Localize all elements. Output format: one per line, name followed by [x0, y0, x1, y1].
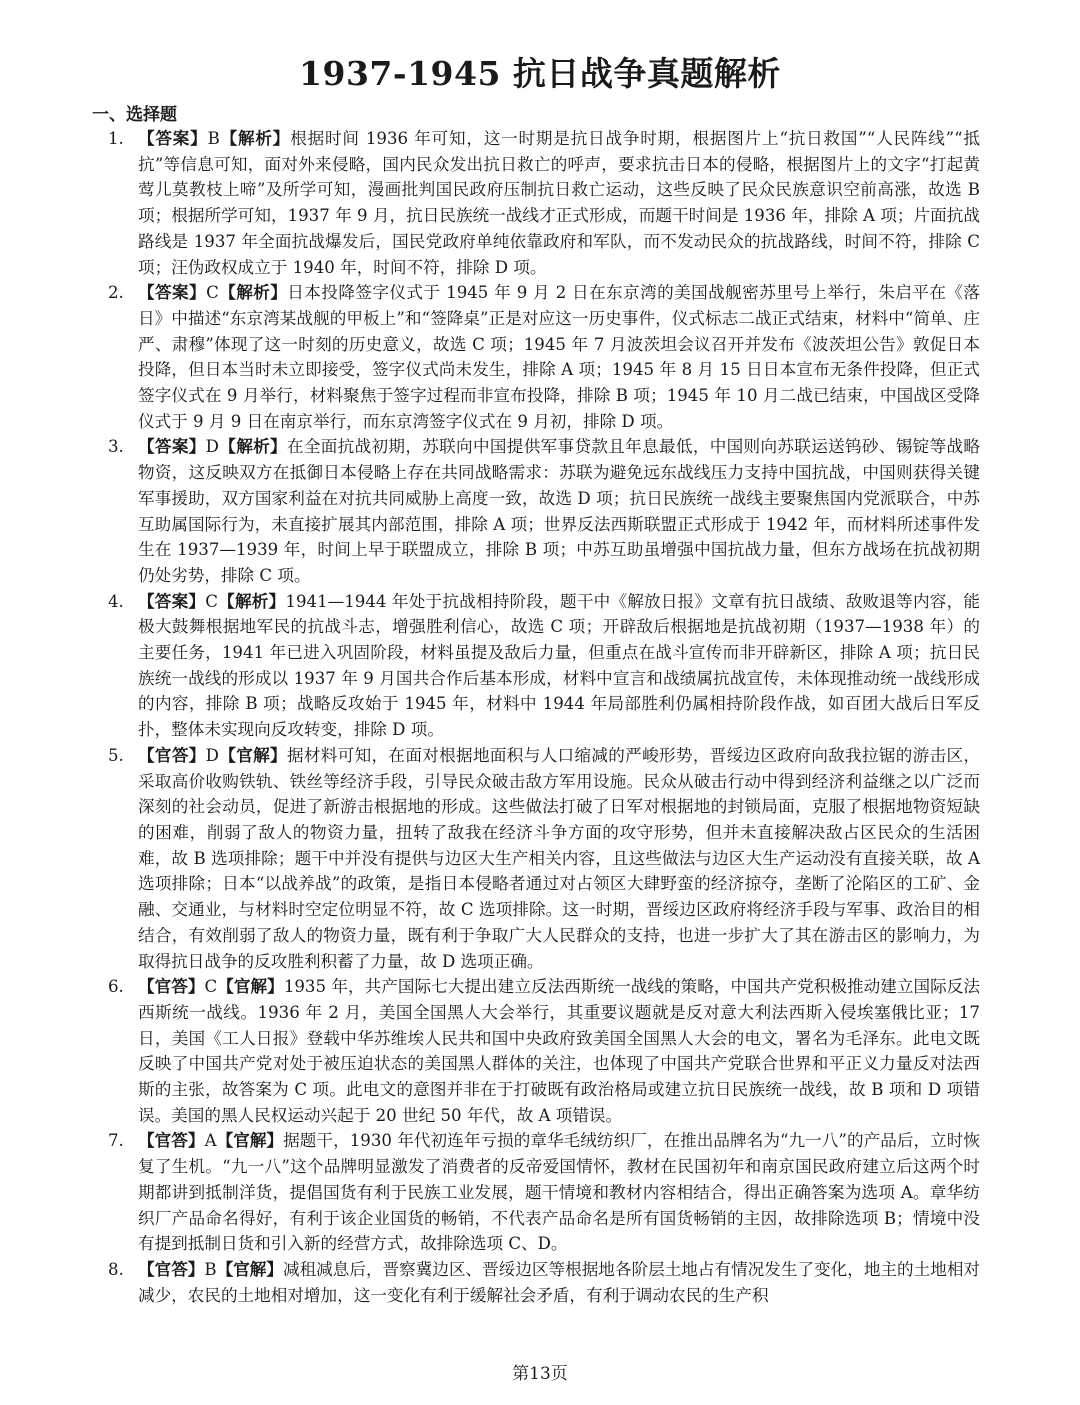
analysis-tag: 【解析】 [217, 590, 286, 611]
question-list [100, 126, 980, 1308]
answer-letter: B [207, 129, 220, 148]
question-item [100, 126, 980, 280]
analysis-tag: 【官解】 [218, 744, 287, 765]
answer-tag: 【官答】 [138, 1130, 205, 1151]
question-item [100, 1128, 980, 1257]
analysis-text: 在全面抗战初期，苏联向中国提供军事贷款且年息最低，中国则向苏联运送钨砂、锡锭等战略物资，这反映双方在抵御日本侵略上存在共同战略需求：苏联为避免远东战线压力支持中国抗战，中国则获得关键军事援助，双方国家利益在对抗共同威胁上高度一致，故选 D 项；抗日民族统一战线主要聚焦国内党派联合，中苏互助属国际行为，未直接扩展其内部范围，排除 A 项；世界反法西斯联盟正式形成于 1942 年，而材料所述事件发生在 1937—1939 年，时间上早于联盟成立，排除 B 项；中苏互助虽增强中国抗战力量，但东方战场在抗战初期仍处劣势，排除 C 项。 [138, 437, 981, 585]
question-number: 7. [108, 1131, 124, 1151]
analysis-text: 据材料可知，在面对根据地面积与人口缩减的严峻形势，晋绥边区政府向敌我拉锯的游击区，采取高价收购铁轨、铁丝等经济手段，引导民众破击敌方军用设施。民众从破击行动中得到经济利益继之以广泛而深刻的社会动员，促进了新游击根据地的形成。这些做法打破了日军对根据地的封锁局面，克服了根据地物资短缺的困难，削弱了敌人的物资力量，扭转了敌我在经济斗争方面的攻守形势，但并未直接解决敌占区民众的生活困难，故 B 选项排除；题干中并没有提供与边区大生产相关内容，且这些做法与边区大生产运动没有直接关联，故 A 选项排除；日本“以战养战”的政策，是指日本侵略者通过对占领区大肆野蛮的经济掠夺，垄断了沦陷区的工矿、金融、交通业，与材料时空定位明显不符，故 C 选项排除。这一时期，晋绥边区政府将经济手段与军事、政治目的相结合，有效削弱了敌人的物资力量，既有利于争取广大人民群众的支持，也进一步扩大了其在游击区的影响力，为取得抗日战争的反攻胜利积蓄了力量，故 D 选项正确。 [138, 745, 981, 971]
question-number: 5. [108, 745, 124, 765]
answer-letter: A [204, 1131, 217, 1151]
question-item [100, 974, 980, 1128]
answer-letter: B [204, 1259, 217, 1279]
answer-tag: 【答案】 [138, 590, 206, 611]
answer-tag: 【官答】 [138, 744, 206, 765]
answer-tag: 【答案】 [138, 128, 208, 148]
question-number: 2. [108, 283, 124, 303]
answer-tag: 【官答】 [138, 976, 205, 997]
analysis-tag: 【官解】 [217, 976, 284, 997]
question-item [100, 743, 980, 974]
analysis-tag: 【解析】 [218, 436, 287, 457]
question-number: 1. [108, 129, 124, 148]
analysis-tag: 【解析】 [219, 128, 291, 148]
section-heading: 一、选择题 [92, 105, 177, 125]
question-number: 4. [108, 591, 124, 611]
answer-letter: C [204, 977, 218, 997]
question-item [100, 1257, 980, 1308]
analysis-text: 1935 年，共产国际七大提出建立反法西斯统一战线的策略，中国共产党积极推动建立国际反法西斯统一战线。1936 年 2 月，美国全国黑人大会举行，其重要议题就是反对意大利法西斯入侵埃塞俄比亚；17 日，美国《工人日报》登载中华苏维埃人民共和国中央政府致美国全国黑人大会的电文，署名为毛泽东。此电文既反映了中国共产党对处于被压迫状态的美国黑人群体的关注，也体现了中国共产党联合世界和平正义力量反对法西斯的主张，故答案为 C 项。此电文的意图并非在于打破既有政治格局或建立抗日民族统一战线，故 B 项和 D 项错误。美国的黑人民权运动兴起于 20 世纪 50 年代，故 A 项错误。 [138, 977, 980, 1125]
analysis-tag: 【官解】 [216, 1258, 283, 1279]
question-item [100, 589, 980, 743]
analysis-tag: 【官解】 [216, 1130, 284, 1151]
answer-tag: 【官答】 [138, 1258, 205, 1279]
answer-tag: 【答案】 [138, 436, 206, 457]
question-number: 3. [108, 437, 124, 457]
question-number: 6. [108, 977, 124, 997]
analysis-text: 据题干，1930 年代初连年亏损的章华毛绒纺织厂，在推出品牌名为“九一八”的产品后，立时恢复了生机。“九一八”这个品牌明显激发了消费者的反帝爱国情怀，教材在民国初年和南京国民政府建立后这两个时期都讲到抵制洋货，提倡国货有利于民族工业发展，题干情境和教材内容相结合，得出正确答案为选项 A。章华纺织厂产品命名得好，有利于该企业国货的畅销，不代表产品命名是所有国货畅销的主因，故排除选项 B；情境中没有提到抵制日货和引入新的经营方式，故排除选项 C、D。 [138, 1131, 981, 1254]
answer-letter: C [205, 591, 218, 611]
question-number: 8. [108, 1259, 124, 1279]
answer-letter: D [205, 745, 219, 765]
analysis-tag: 【解析】 [218, 282, 288, 303]
analysis-text: 1941—1944 年处于抗战相持阶段，题干中《解放日报》文章有抗日战绩、敌败退等内容，能极大鼓舞根据地军民的抗战斗志，增强胜利信心，故选 C 项；开辟敌后根据地是抗战初期（1937—1938 年）的主要任务，1941 年已进入巩固阶段，材料虽提及敌后力量，但重点在战斗宣传而非开辟新区，排除 A 项；抗日民族统一战线的形成以 1937 年 9 月国共合作后基本形成，材料中宣言和战绩属抗战宣传，未体现推动统一战线形成的内容，排除 B 项；战略反攻始于 1945 年，材料中 1944 年局部胜利仍属相持阶段作战，如百团大战后日军反扑，整体未实现向反攻转变，排除 D 项。 [138, 591, 981, 740]
page-title: 1937-1945 抗日战争真题解析 [299, 54, 781, 93]
question-item [100, 434, 980, 588]
answer-letter: C [206, 283, 219, 303]
analysis-text: 减租减息后，晋察冀边区、晋绥边区等根据地各阶层土地占有情况发生了变化，地主的土地相对减少，农民的土地相对增加，这一变化有利于缓解社会矛盾，有利于调动农民的生产积 [138, 1259, 981, 1305]
page-number: 第13页 [512, 1364, 568, 1384]
analysis-text: 日本投降签字仪式于 1945 年 9 月 2 日在东京湾的美国战舰密苏里号上举行，朱启平在《落日》中描述“东京湾某战舰的甲板上”和“签降桌”正是对应这一历史事件，仪式标志二战正式结束，材料中“简单、庄严、肃穆”体现了这一时刻的历史意义，故选 C 项；1945 年 7 月波茨坦会议召开并发布《波茨坦公告》敦促日本投降，但日本当时未立即接受，签字仪式尚未发生，排除 A 项；1945 年 8 月 15 日日本宣布无条件投降，但正式签字仪式在 9 月举行，材料聚焦于签字过程而非宣布投降，排除 B 项；1945 年 10 月二战已结束，中国战区受降仪式于 9 月 9 日在南京举行，而东京湾签字仪式在 9 月初，排除 D 项。 [138, 283, 981, 431]
question-item [100, 280, 980, 434]
analysis-text: 根据时间 1936 年可知，这一时期是抗日战争时期，根据图片上“抗日救国”“人民阵线”“抵抗”等信息可知，面对外来侵略，国内民众发出抗日救亡的呼声，要求抗击日本的侵略，根据图片上的文字“打起黄莺儿莫教枝上啼”及所学可知，漫画批判国民政府压制抗日救亡运动，这些反映了民众民族意识空前高涨，故选 B 项；根据所学可知，1937 年 9 月，抗日民族统一战线才正式形成，而题干时间是 1936 年，排除 A 项；片面抗战路线是 1937 年全面抗战爆发后，国民党政府单纯依靠政府和军队，而不发动民众的抗战路线，时间不符，排除 C 项；汪伪政权成立于 1940 年，时间不符，排除 D 项。 [138, 129, 981, 277]
answer-tag: 【答案】 [138, 282, 207, 303]
answer-letter: D [205, 437, 219, 457]
